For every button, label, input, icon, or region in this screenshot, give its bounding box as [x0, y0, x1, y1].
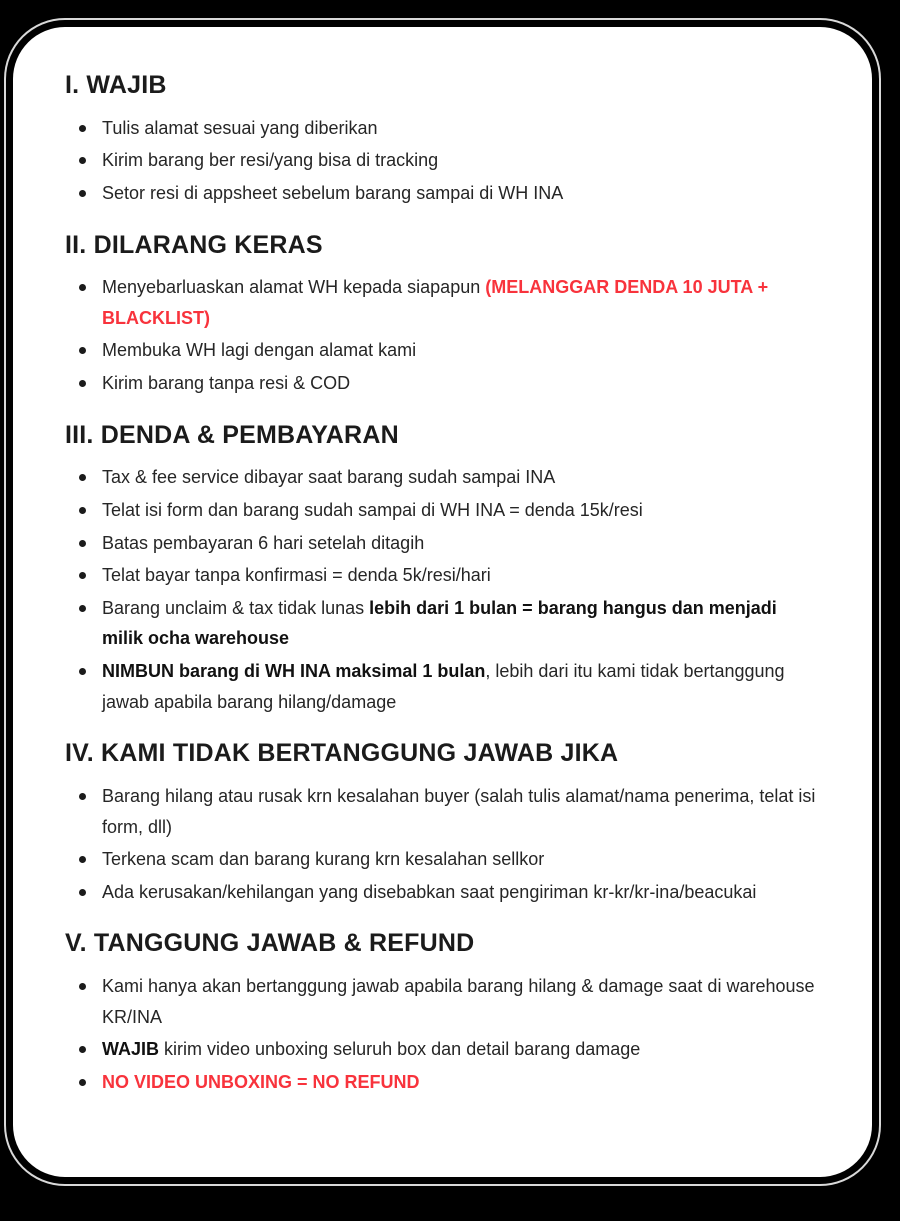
rule-item: [79, 462, 820, 493]
section-dilarang-keras: [65, 231, 820, 399]
rule-text-run: Setor resi di appsheet sebelum barang sampai di WH INA: [102, 182, 564, 203]
rule-text-run: Telat isi form dan barang sudah sampai di WH INA = denda 15k/resi: [102, 500, 643, 520]
rules-list: [65, 462, 820, 717]
rule-item: [79, 971, 820, 1032]
rules-list: [65, 113, 820, 209]
rule-text-run: Menyebarluaskan alamat WH kepada siapapun: [102, 277, 486, 298]
rule-text-run: Batas pembayaran 6 hari setelah ditagih: [102, 532, 425, 553]
rule-item: [79, 656, 820, 717]
rule-text-run: Telat bayar tanpa konfirmasi = denda 5k/resi/hari: [102, 565, 491, 586]
section-title: II. DILARANG KERAS: [65, 230, 323, 259]
section-title: V. TANGGUNG JAWAB & REFUND: [65, 929, 475, 958]
rule-item: [79, 560, 820, 591]
section-denda-pembayaran: [65, 421, 820, 718]
rule-item: [79, 1067, 820, 1098]
rule-item: [79, 781, 820, 842]
rule-item: [79, 844, 820, 875]
rule-text-run: (MELANGGAR DENDA 10 JUTA + BLACKLIST): [102, 277, 769, 328]
rule-item: [79, 593, 820, 654]
section-wajib: [65, 71, 820, 209]
rule-text-run: NO VIDEO UNBOXING = NO REFUND: [102, 1071, 420, 1092]
rule-text-run: NIMBUN barang di WH INA maksimal 1 bulan: [102, 660, 486, 681]
rules-card: [13, 27, 872, 1177]
rule-text-run: Kirim barang tanpa resi & COD: [102, 373, 351, 394]
section-title: I. WAJIB: [65, 71, 167, 99]
section-tidak-bertanggung-jawab: [65, 739, 820, 907]
rule-text-run: , lebih dari itu kami tidak bertanggung jawab apabila barang hilang/damage: [102, 660, 785, 712]
rule-text-run: Kami hanya akan bertanggung jawab apabila barang hilang & damage saat di warehouse KR/INA: [102, 976, 815, 1027]
rule-text-run: Ada kerusakan/kehilangan yang disebabkan saat pengiriman kr-kr/kr-ina/beacukai: [102, 881, 757, 902]
rule-text-run: Tulis alamat sesuai yang diberikan: [102, 117, 378, 138]
rule-item: [79, 113, 820, 144]
rule-text-run: WAJIB: [102, 1039, 160, 1060]
rule-text-run: Tax & fee service dibayar saat barang sudah sampai INA: [102, 467, 556, 488]
rule-text-run: Terkena scam dan barang kurang krn kesalahan sellkor: [102, 849, 545, 870]
rules-list: [65, 272, 820, 398]
rule-text-run: Barang hilang atau rusak krn kesalahan buyer (salah tulis alamat/nama penerima, telat isi form, dll): [102, 785, 816, 837]
rule-item: [79, 145, 820, 176]
rule-item: [79, 495, 820, 526]
rules-list: [65, 971, 820, 1097]
rule-item: [79, 272, 820, 333]
rule-item: [79, 877, 820, 908]
rule-text-run: Membuka WH lagi dengan alamat kami: [102, 340, 417, 361]
rule-item: [79, 528, 820, 559]
rule-item: [79, 335, 820, 366]
rule-item: [79, 368, 820, 399]
section-title: IV. KAMI TIDAK BERTANGGUNG JAWAB JIKA: [65, 739, 619, 768]
section-tanggung-jawab-refund: [65, 929, 820, 1097]
rule-item: [79, 178, 820, 209]
rule-text-run: Kirim barang ber resi/yang bisa di tracking: [102, 150, 439, 171]
rule-text-run: kirim video unboxing seluruh box dan detail barang damage: [159, 1039, 641, 1060]
rules-list: [65, 781, 820, 907]
section-title: III. DENDA & PEMBAYARAN: [65, 420, 399, 449]
rule-text-run: Barang unclaim & tax tidak lunas: [102, 597, 370, 618]
rule-text-run: lebih dari 1 bulan = barang hangus dan menjadi milik ocha warehouse: [102, 597, 777, 649]
rule-item: [79, 1034, 820, 1065]
